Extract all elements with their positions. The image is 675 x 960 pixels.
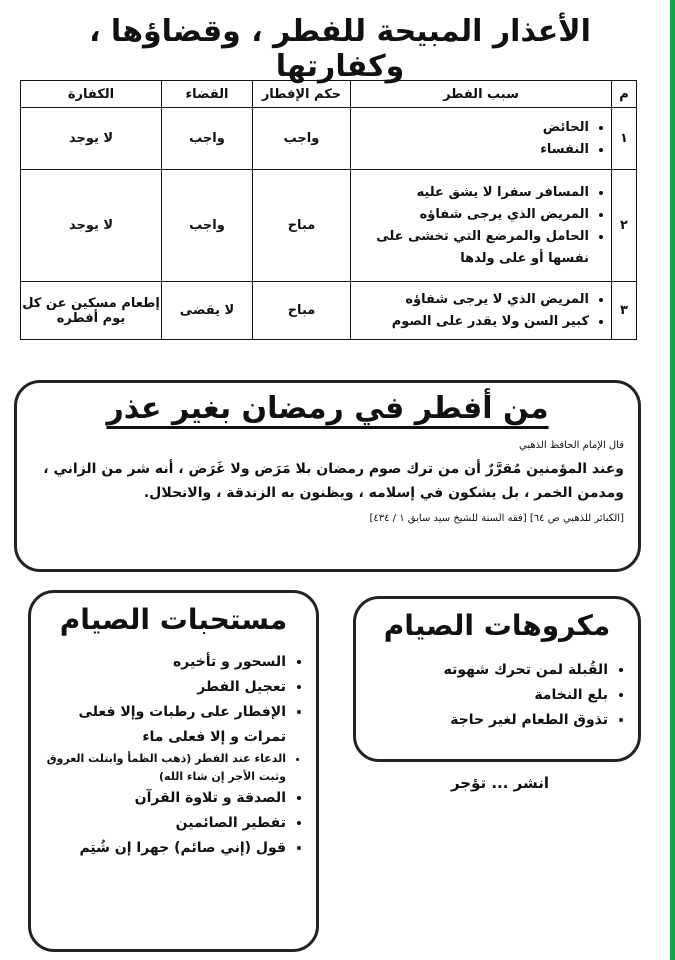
mustahab-box [28, 590, 319, 952]
row-number: ٢ [612, 170, 637, 282]
header-num: م [612, 81, 637, 108]
mustahab-box-title: مستحبات الصيام [59, 603, 288, 636]
list-item: • قول (إني صائم) جهرا إن شُتِم [41, 836, 286, 861]
row-qadaa: واجب [162, 108, 253, 170]
list-item: • الدعاء عند الفطر (ذهب الظمأ وابتلت العروق وثبت الأجر إن شاء الله) [41, 750, 286, 786]
mustahab-list [31, 650, 316, 861]
reason-item: • الحائض [355, 117, 589, 139]
iftar-without-excuse-box [14, 380, 641, 572]
list-item: • الصدقة و تلاوة القرآن [41, 786, 286, 811]
quote-text: وعند المؤمنين مُقرَّرٌ أن من ترك صوم رمضان بلا مَرَض ولا غَرَض ، أنه شر من الزاني ، ومدمن الخمر ، بل يشكون في إسلامه ، ويظنون به الزندقة ، والانحلال. [43, 461, 624, 501]
row-reasons [351, 170, 612, 282]
page-title: الأعذار المبيحة للفطر ، وقضاؤها ، وكفارتها [89, 14, 591, 84]
iftar-box-title: من أفطر في رمضان بغير عذر [106, 391, 549, 426]
row-number: ١ [612, 108, 637, 170]
header-kaffara: الكفارة [21, 81, 162, 108]
quote-attribution: قال الإمام الحافظ الذهبي [518, 440, 624, 451]
share-footer: انشر ... تؤجر [450, 774, 550, 792]
row-qadaa: واجب [162, 170, 253, 282]
reason-item: • المريض الذي يرجى شفاؤه [355, 204, 589, 226]
table-row [21, 170, 637, 282]
makruh-box-title: مكروهات الصيام [383, 609, 611, 642]
header-rule: حكم الإفطار [253, 81, 351, 108]
reason-item: • المسافر سفرا لا يشق عليه [355, 182, 589, 204]
list-item: • القُبلة لمن تحرك شهوته [366, 658, 608, 683]
excuses-table [20, 80, 637, 340]
list-item: • تذوق الطعام لغير حاجة [366, 708, 608, 733]
quote-source: [الكبائر للذهبي ص ٦٤] [فقه السنة للشيخ سيد سابق ١ / ٤٣٤] [369, 513, 624, 524]
list-item: • تعجيل الفطر [41, 675, 286, 700]
table-header-row [21, 81, 637, 108]
row-kaffara: لا يوجد [21, 170, 162, 282]
row-rule: مباح [253, 170, 351, 282]
list-item: • تفطير الصائمين [41, 811, 286, 836]
makruh-list [356, 658, 638, 733]
table-row [21, 108, 637, 170]
row-rule: مباح [253, 282, 351, 340]
row-kaffara: إطعام مسكين عن كل يوم أفطره [21, 282, 162, 340]
header-qadaa: القضاء [162, 81, 253, 108]
reason-item: • المريض الذي لا يرجى شفاؤه [355, 289, 589, 311]
row-rule: واجب [253, 108, 351, 170]
row-number: ٣ [612, 282, 637, 340]
row-kaffara: لا يوجد [21, 108, 162, 170]
row-qadaa: لا يقضى [162, 282, 253, 340]
list-item: • الإفطار على رطبات وإلا فعلى تمرات و إلا فعلى ماء [41, 700, 286, 750]
makruh-box [353, 596, 641, 762]
table-row [21, 282, 637, 340]
row-reasons [351, 108, 612, 170]
header-reason: سبب الفطر [351, 81, 612, 108]
reason-item: • كبير السن ولا يقدر على الصوم [355, 311, 589, 333]
row-reasons [351, 282, 612, 340]
list-item: • بلع النخامة [366, 683, 608, 708]
list-item: • السحور و تأخيره [41, 650, 286, 675]
reason-item: • النفساء [355, 139, 589, 161]
reason-item: • الحامل والمرضع التي تخشى على نفسها أو على ولدها [355, 226, 589, 270]
